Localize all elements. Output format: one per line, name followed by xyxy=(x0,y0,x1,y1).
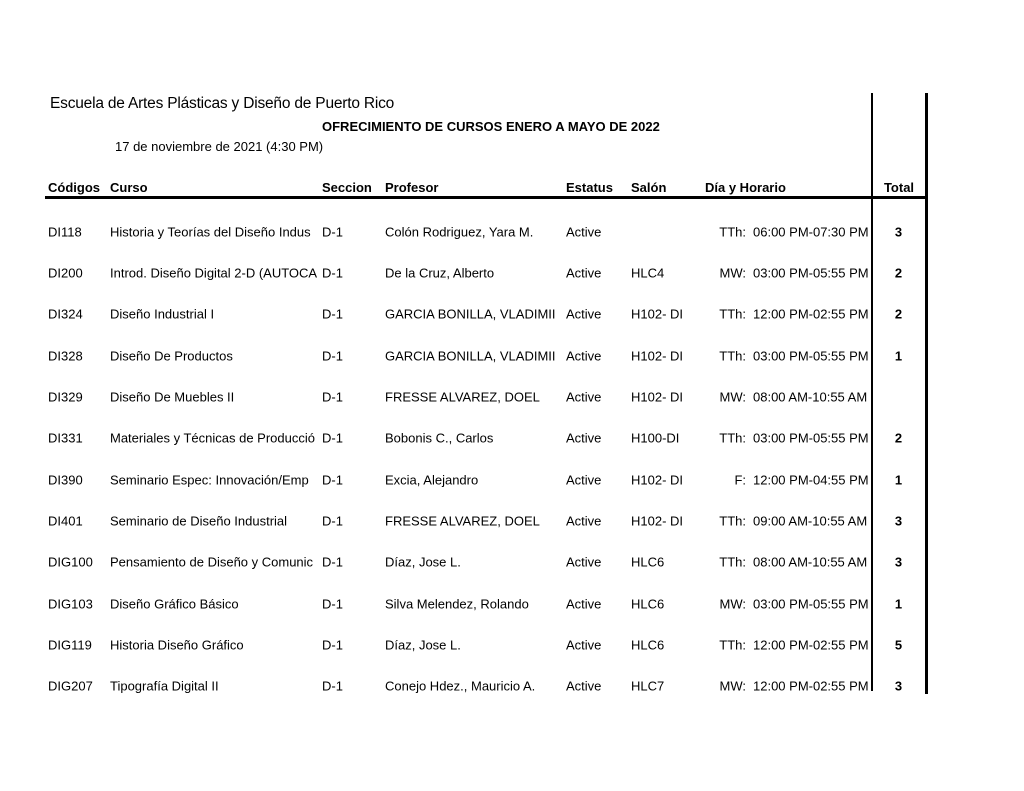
schedule-day: TTh: xyxy=(719,348,746,364)
column-header-dia-horario: Día y Horario xyxy=(705,180,786,195)
course-code: DI331 xyxy=(48,430,83,446)
course-code: DI390 xyxy=(48,472,83,488)
schedule-day: MW: xyxy=(719,265,746,281)
course-section: D-1 xyxy=(322,389,343,405)
course-title: Diseño Gráfico Básico xyxy=(110,596,239,612)
professor-name: Díaz, Jose L. xyxy=(385,554,461,570)
professor-name: Conejo Hdez., Mauricio A. xyxy=(385,678,536,694)
course-title: Diseño De Productos xyxy=(110,348,233,364)
course-title: Diseño Industrial I xyxy=(110,306,215,322)
table-row xyxy=(0,500,1024,541)
schedule-time: 12:00 PM-02:55 PM xyxy=(753,678,869,694)
column-header-total: Total xyxy=(883,180,915,195)
table-row xyxy=(0,294,1024,335)
total-enrollment: 1 xyxy=(894,348,903,364)
schedule-day: TTh: xyxy=(719,554,746,570)
schedule-time: 03:00 PM-05:55 PM xyxy=(753,430,869,446)
course-title: Seminario Espec: Innovación/Emp xyxy=(110,472,309,488)
column-header-salon: Salón xyxy=(631,180,667,195)
total-enrollment: 3 xyxy=(894,513,903,529)
course-section: D-1 xyxy=(322,224,343,240)
professor-name: Bobonis C., Carlos xyxy=(385,430,494,446)
professor-name: FRESSE ALVAREZ, DOEL xyxy=(385,389,540,405)
course-title: Historia Diseño Gráfico xyxy=(110,637,244,653)
schedule-day: MW: xyxy=(719,678,746,694)
total-enrollment: 3 xyxy=(894,678,903,694)
room: H100-DI xyxy=(631,430,680,446)
total-enrollment: 3 xyxy=(894,554,903,570)
course-code: DIG103 xyxy=(48,596,93,612)
schedule-time: 09:00 AM-10:55 AM xyxy=(753,513,868,529)
course-section: D-1 xyxy=(322,265,343,281)
schedule-time: 03:00 PM-05:55 PM xyxy=(753,596,869,612)
report-title: OFRECIMIENTO DE CURSOS ENERO A MAYO DE 2022 xyxy=(322,119,660,134)
course-status: Active xyxy=(566,554,602,570)
course-section: D-1 xyxy=(322,348,343,364)
course-title: Diseño De Muebles II xyxy=(110,389,235,405)
table-row xyxy=(0,418,1024,459)
column-header-curso: Curso xyxy=(110,180,148,195)
column-header-seccion: Seccion xyxy=(322,180,372,195)
professor-name: GARCIA BONILLA, VLADIMII xyxy=(385,306,556,322)
total-enrollment: 2 xyxy=(894,430,903,446)
course-section: D-1 xyxy=(322,472,343,488)
schedule-time: 06:00 PM-07:30 PM xyxy=(753,224,869,240)
course-section: D-1 xyxy=(322,678,343,694)
table-row xyxy=(0,666,1024,707)
professor-name: Silva Melendez, Rolando xyxy=(385,596,529,612)
room: H102- DI xyxy=(631,513,684,529)
table-body xyxy=(0,211,1024,707)
table-row xyxy=(0,459,1024,500)
table-row xyxy=(0,583,1024,624)
course-status: Active xyxy=(566,348,602,364)
course-code: DI329 xyxy=(48,389,83,405)
table-row xyxy=(0,211,1024,252)
schedule-time: 03:00 PM-05:55 PM xyxy=(753,265,869,281)
course-code: DI118 xyxy=(48,224,82,240)
schedule-day: TTh: xyxy=(719,637,746,653)
course-status: Active xyxy=(566,389,602,405)
course-title: Materiales y Técnicas de Producció xyxy=(110,430,315,446)
course-section: D-1 xyxy=(322,554,343,570)
schedule-day: MW: xyxy=(719,596,746,612)
room: H102- DI xyxy=(631,389,684,405)
schedule-day: TTh: xyxy=(719,224,746,240)
course-status: Active xyxy=(566,306,602,322)
course-code: DIG100 xyxy=(48,554,93,570)
table-row xyxy=(0,252,1024,293)
schedule-day: F: xyxy=(734,472,746,488)
course-section: D-1 xyxy=(322,637,343,653)
total-enrollment: 1 xyxy=(894,472,903,488)
course-status: Active xyxy=(566,430,602,446)
header-rule xyxy=(45,196,927,199)
table-row xyxy=(0,542,1024,583)
schedule-time: 12:00 PM-04:55 PM xyxy=(753,472,869,488)
schedule-day: TTh: xyxy=(719,306,746,322)
professor-name: FRESSE ALVAREZ, DOEL xyxy=(385,513,540,529)
table-row xyxy=(0,376,1024,417)
course-status: Active xyxy=(566,224,602,240)
professor-name: GARCIA BONILLA, VLADIMII xyxy=(385,348,556,364)
course-section: D-1 xyxy=(322,430,343,446)
column-header-profesor: Profesor xyxy=(385,180,439,195)
professor-name: De la Cruz, Alberto xyxy=(385,265,495,281)
total-enrollment: 1 xyxy=(894,596,903,612)
course-status: Active xyxy=(566,596,602,612)
course-status: Active xyxy=(566,472,602,488)
course-status: Active xyxy=(566,513,602,529)
course-code: DI328 xyxy=(48,348,83,364)
course-section: D-1 xyxy=(322,596,343,612)
course-status: Active xyxy=(566,265,602,281)
professor-name: Excia, Alejandro xyxy=(385,472,479,488)
room: HLC6 xyxy=(631,637,665,653)
table-row xyxy=(0,624,1024,665)
room: HLC4 xyxy=(631,265,665,281)
professor-name: Colón Rodriguez, Yara M. xyxy=(385,224,534,240)
schedule-time: 08:00 AM-10:55 AM xyxy=(753,389,868,405)
total-enrollment: 5 xyxy=(894,637,903,653)
schedule-time: 12:00 PM-02:55 PM xyxy=(753,637,869,653)
school-name: Escuela de Artes Plásticas y Diseño de Puerto Rico xyxy=(50,95,395,112)
room: H102- DI xyxy=(631,348,684,364)
course-code: DIG119 xyxy=(48,637,92,653)
total-enrollment: 3 xyxy=(894,224,903,240)
schedule-day: TTh: xyxy=(719,430,746,446)
course-title: Seminario de Diseño Industrial xyxy=(110,513,288,529)
course-code: DI324 xyxy=(48,306,83,322)
schedule-day: MW: xyxy=(719,389,746,405)
schedule-time: 08:00 AM-10:55 AM xyxy=(753,554,868,570)
professor-name: Díaz, Jose L. xyxy=(385,637,461,653)
course-status: Active xyxy=(566,678,602,694)
course-code: DIG207 xyxy=(48,678,93,694)
course-code: DI200 xyxy=(48,265,83,281)
schedule-time: 12:00 PM-02:55 PM xyxy=(753,306,869,322)
course-code: DI401 xyxy=(48,513,83,529)
column-header-codigos: Códigos xyxy=(48,180,100,195)
room: H102- DI xyxy=(631,306,684,322)
course-title: Historia y Teorías del Diseño Indus xyxy=(110,224,311,240)
total-enrollment: 2 xyxy=(894,306,903,322)
report-date: 17 de noviembre de 2021 (4:30 PM) xyxy=(115,139,324,154)
column-header-estatus: Estatus xyxy=(566,180,613,195)
schedule-day: TTh: xyxy=(719,513,746,529)
course-section: D-1 xyxy=(322,306,343,322)
course-title: Pensamiento de Diseño y Comunic xyxy=(110,554,314,570)
schedule-time: 03:00 PM-05:55 PM xyxy=(753,348,869,364)
course-section: D-1 xyxy=(322,513,343,529)
room: HLC7 xyxy=(631,678,665,694)
room: HLC6 xyxy=(631,554,665,570)
total-enrollment: 2 xyxy=(894,265,903,281)
course-title: Introd. Diseño Digital 2-D (AUTOCA xyxy=(110,265,318,281)
course-title: Tipografía Digital II xyxy=(110,678,219,694)
room: HLC6 xyxy=(631,596,665,612)
room: H102- DI xyxy=(631,472,684,488)
table-row xyxy=(0,335,1024,376)
course-status: Active xyxy=(566,637,602,653)
